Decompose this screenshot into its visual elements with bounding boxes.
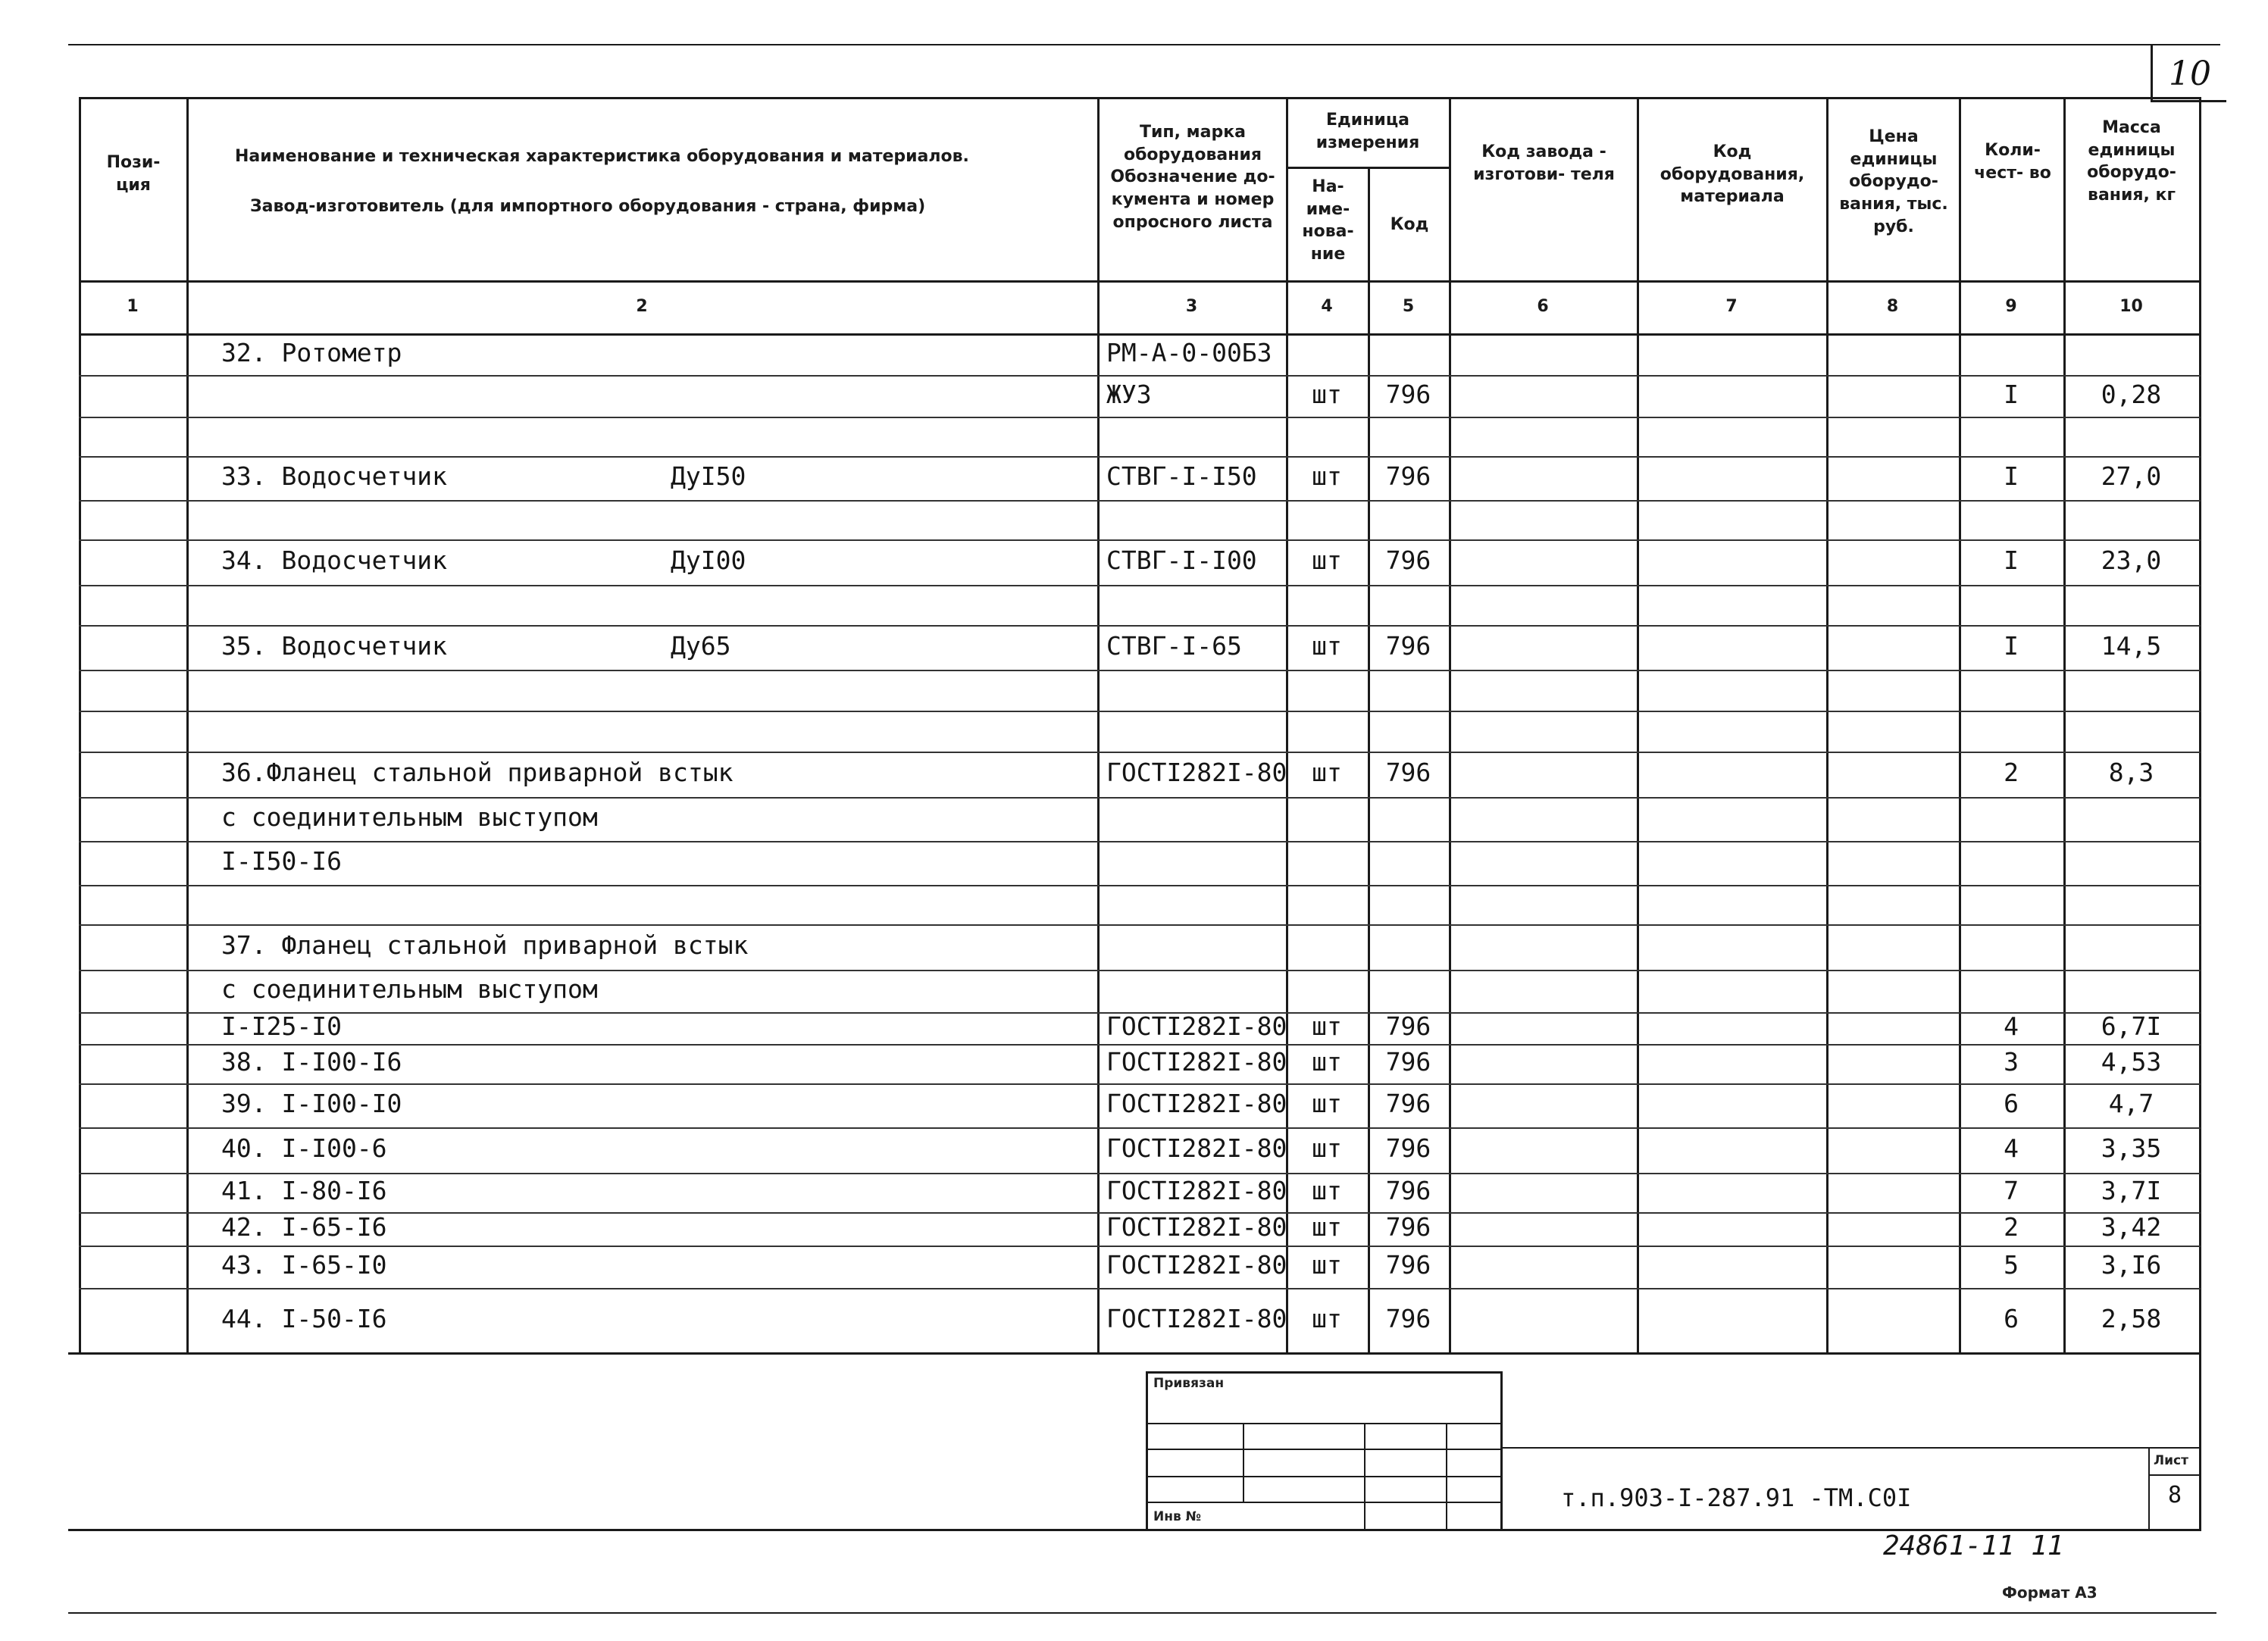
row-mass: 3,42 — [2101, 1212, 2162, 1242]
row-quantity: 6 — [2004, 1089, 2019, 1118]
row-unit: шт — [1312, 1212, 1342, 1242]
row-unit: шт — [1312, 1047, 1342, 1077]
row-name: 38. I-I00-I6 — [221, 1047, 402, 1077]
row-type: ГОСТI282I-80 — [1106, 1133, 1287, 1163]
row-quantity: 4 — [2004, 1133, 2019, 1163]
header-name-line1: Наименование и техническая характеристика оборудования и материалов. — [235, 147, 969, 166]
row-unit: шт — [1312, 1303, 1342, 1333]
stamp-attached-label: Привязан — [1153, 1376, 1225, 1391]
row-type: ГОСТI282I-80 — [1106, 1250, 1287, 1280]
row-quantity: I — [2004, 630, 2019, 661]
row-type: СТВГ-I-65 — [1106, 630, 1242, 661]
row-nominal-diameter: ДуI00 — [671, 545, 746, 575]
row-unit-code: 796 — [1385, 461, 1431, 491]
row-mass: 14,5 — [2101, 630, 2162, 661]
row-mass: 4,7 — [2108, 1089, 2154, 1118]
row-divider — [79, 1288, 2201, 1289]
row-name: I-I25-I0 — [221, 1011, 342, 1041]
row-nominal-diameter: Ду65 — [671, 630, 731, 661]
top-rule — [68, 44, 2220, 45]
row-name: I-I50-I6 — [221, 846, 342, 876]
header-unit-name: На- име- нова- ние — [1302, 177, 1354, 264]
row-unit-code: 796 — [1385, 1176, 1431, 1205]
row-name: 44. I-50-I6 — [221, 1303, 387, 1333]
row-name: 34. Водосчетчик — [221, 545, 448, 575]
row-quantity: 2 — [2004, 758, 2019, 787]
row-divider — [79, 885, 2201, 886]
header-maker-code: Код завода - изготови- теля — [1473, 142, 1615, 184]
row-name: 42. I-65-I6 — [221, 1212, 387, 1242]
row-divider — [79, 924, 2201, 926]
row-quantity: 4 — [2004, 1011, 2019, 1041]
row-divider — [79, 1246, 2201, 1247]
row-divider — [79, 500, 2201, 502]
row-unit: шт — [1312, 1250, 1342, 1280]
header-qty: Коли- чест- во — [1974, 141, 2051, 183]
header-equip-code: Код оборудования, материала — [1660, 142, 1805, 207]
row-divider — [79, 1173, 2201, 1174]
row-unit: шт — [1312, 379, 1342, 409]
row-type: ЖУЗ — [1106, 379, 1152, 409]
row-quantity: 7 — [2004, 1176, 2019, 1205]
document-designation: т.п.903-I-287.91 -ТМ.С0I — [1561, 1483, 1912, 1512]
row-name: 43. I-65-I0 — [221, 1250, 387, 1280]
row-divider — [79, 670, 2201, 671]
row-name: 40. I-I00-6 — [221, 1133, 387, 1163]
row-unit-code: 796 — [1385, 379, 1431, 409]
corner-rule — [2151, 45, 2153, 102]
format-label: Формат А3 — [2002, 1583, 2098, 1602]
row-quantity: 2 — [2004, 1212, 2019, 1242]
row-unit: шт — [1312, 1011, 1342, 1041]
row-divider — [79, 417, 2201, 418]
row-unit: шт — [1312, 461, 1342, 491]
row-name: 41. I-80-I6 — [221, 1176, 387, 1205]
row-mass: 6,7I — [2101, 1011, 2162, 1041]
row-unit: шт — [1312, 545, 1342, 575]
row-mass: 2,58 — [2101, 1303, 2162, 1333]
row-type: ГОСТI282I-80 — [1106, 1089, 1287, 1118]
row-type: ГОСТI282I-80 — [1106, 1303, 1287, 1333]
row-mass: 4,53 — [2101, 1047, 2162, 1077]
row-mass: 3,7I — [2101, 1176, 2162, 1205]
row-divider — [79, 1127, 2201, 1129]
row-unit-code: 796 — [1385, 1303, 1431, 1333]
row-mass: 3,I6 — [2101, 1250, 2162, 1280]
row-name: 36.Фланец стальной приварной встык — [221, 758, 734, 787]
row-divider — [79, 539, 2201, 541]
row-unit-code: 796 — [1385, 630, 1431, 661]
row-unit-code: 796 — [1385, 545, 1431, 575]
row-type: ГОСТI282I-80 — [1106, 1176, 1287, 1205]
row-type: ГОСТI282I-80 — [1106, 1011, 1287, 1041]
row-quantity: I — [2004, 545, 2019, 575]
row-name: 39. I-I00-I0 — [221, 1089, 402, 1118]
row-unit-code: 796 — [1385, 1133, 1431, 1163]
row-divider — [79, 375, 2201, 377]
row-type: ГОСТI282I-80 — [1106, 1047, 1287, 1077]
row-unit-code: 796 — [1385, 1011, 1431, 1041]
row-mass: 0,28 — [2101, 379, 2162, 409]
row-nominal-diameter: ДуI50 — [671, 461, 746, 491]
row-name: 35. Водосчетчик — [221, 630, 448, 661]
row-quantity: I — [2004, 379, 2019, 409]
header-mass: Масса единицы оборудо- вания, кг — [2087, 118, 2176, 205]
row-divider — [79, 752, 2201, 753]
row-name: 33. Водосчетчик — [221, 461, 448, 491]
row-name: 32. Ротометр — [221, 337, 402, 367]
row-unit-code: 796 — [1385, 1089, 1431, 1118]
row-divider — [79, 1044, 2201, 1046]
row-mass: 8,3 — [2108, 758, 2154, 787]
stamp-inv-label: Инв № — [1153, 1509, 1202, 1524]
row-mass: 27,0 — [2101, 461, 2162, 491]
row-type: СТВГ-I-I00 — [1106, 545, 1257, 575]
row-name: с соединительным выступом — [221, 974, 598, 1004]
row-unit: шт — [1312, 1176, 1342, 1205]
bottom-rule — [68, 1612, 2216, 1614]
row-unit: шт — [1312, 758, 1342, 787]
row-divider — [79, 797, 2201, 799]
row-type: ГОСТI282I-80 — [1106, 1212, 1287, 1242]
row-divider — [79, 456, 2201, 458]
row-divider — [79, 1083, 2201, 1085]
handwritten-number: 24861-11 11 — [1883, 1530, 2064, 1561]
row-divider — [79, 970, 2201, 971]
row-quantity: I — [2004, 461, 2019, 491]
row-type: ГОСТI282I-80 — [1106, 758, 1287, 787]
row-unit: шт — [1312, 630, 1342, 661]
header-position: Пози- ция — [106, 153, 161, 195]
row-type: СТВГ-I-I50 — [1106, 461, 1257, 491]
header-type: Тип, марка оборудования Обозначение до- кумента и номер опросного листа — [1110, 123, 1275, 232]
header-unit-code: Код — [1390, 215, 1429, 234]
row-unit: шт — [1312, 1133, 1342, 1163]
row-type: РМ-А-0-00БЗ — [1106, 337, 1272, 367]
row-mass: 3,35 — [2101, 1133, 2162, 1163]
row-mass: 23,0 — [2101, 545, 2162, 575]
row-unit-code: 796 — [1385, 1047, 1431, 1077]
header-price: Цена единицы оборудо- вания, тыс. руб. — [1839, 127, 1948, 236]
sheet-number: 8 — [2167, 1482, 2182, 1508]
row-unit-code: 796 — [1385, 758, 1431, 787]
row-quantity: 3 — [2004, 1047, 2019, 1077]
row-quantity: 5 — [2004, 1250, 2019, 1280]
row-unit: шт — [1312, 1089, 1342, 1118]
sheet-label: Лист — [2154, 1453, 2188, 1468]
sheet-corner-number: 10 — [2169, 55, 2211, 93]
corner-rule-h — [2151, 100, 2226, 102]
row-unit-code: 796 — [1385, 1250, 1431, 1280]
row-unit-code: 796 — [1385, 1212, 1431, 1242]
row-divider — [79, 585, 2201, 586]
row-divider — [79, 711, 2201, 712]
row-name: 37. Фланец стальной приварной встык — [221, 930, 749, 960]
row-name: с соединительным выступом — [221, 802, 598, 832]
header-unit-group: Единица измерения — [1315, 111, 1420, 152]
row-divider — [79, 841, 2201, 842]
row-quantity: 6 — [2004, 1303, 2019, 1333]
row-divider — [79, 625, 2201, 627]
header-name-line2: Завод-изготовитель (для импортного оборудования - страна, фирма) — [250, 197, 926, 216]
